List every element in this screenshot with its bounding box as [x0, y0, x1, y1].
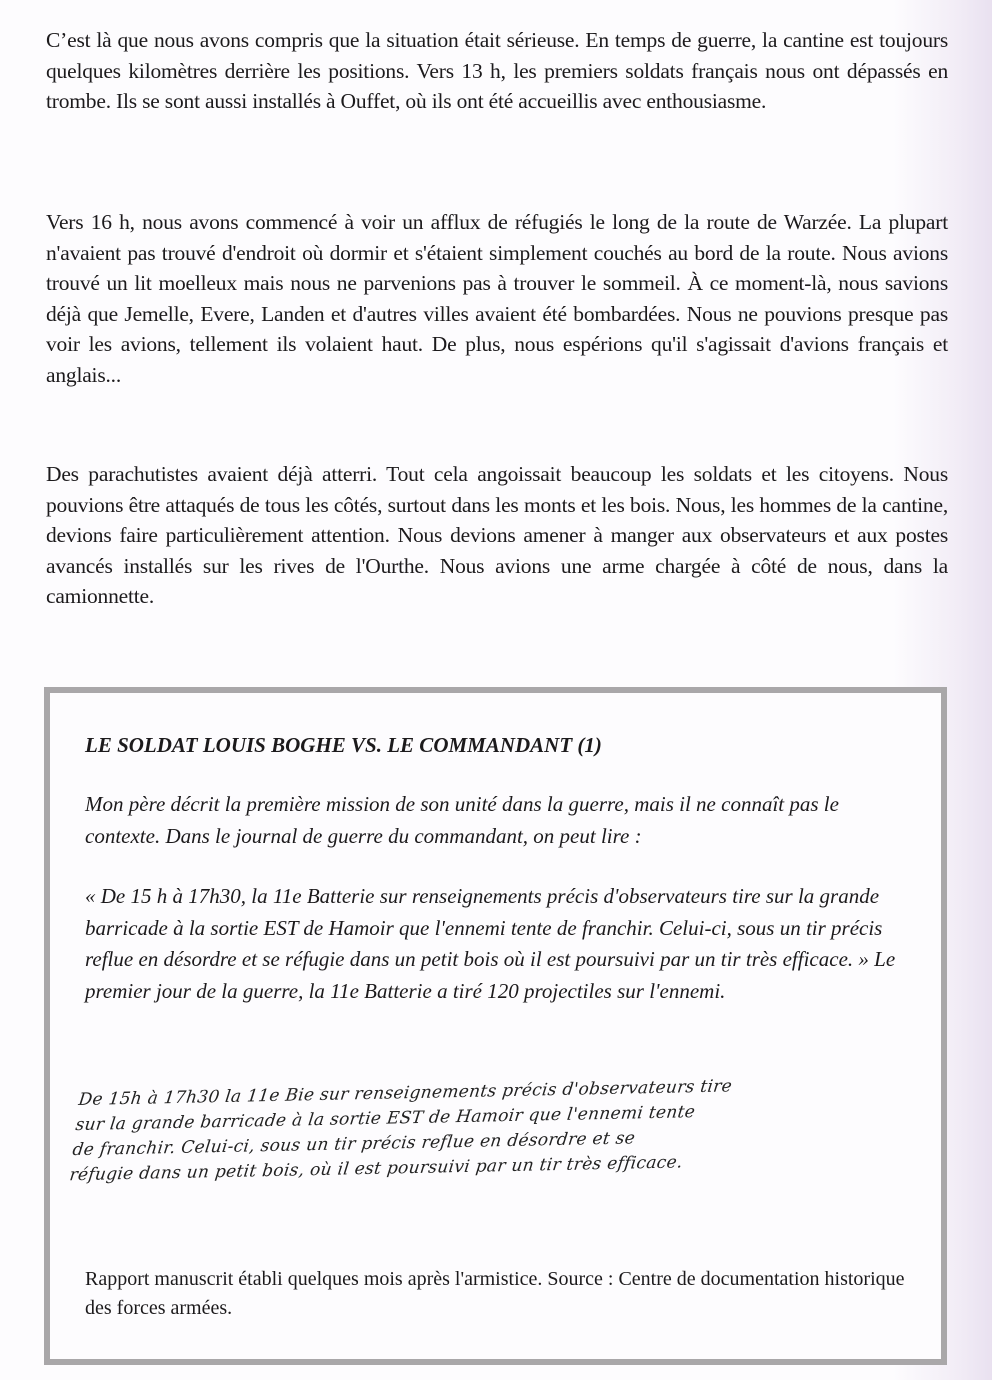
sidebar-quote: « De 15 h à 17h30, la 11e Batterie sur renseignements précis d'observateurs tire sur la grande barricade à la sortie EST de Hamoir que l'ennemi tente de franchir. Celui-ci, sous un tir précis reflue en désordre et se réfugie dans un petit bois où il est poursuivi par un tir très efficace. » Le premier jour de la guerre, la 11e Batterie a tiré 120 projectiles sur l'ennemi.: [85, 884, 896, 1003]
sidebar-box: [44, 687, 947, 1365]
handwritten-line: sur la grande barricade à la sortie EST de Hamoir que l'ennemi tente: [74, 1102, 697, 1136]
body-paragraph-3: Des parachutistes avaient déjà atterri. Tout cela angoissait beaucoup les soldats et les citoyens. Nous pouvions être attaqués de tous les côtés, surtout dans les monts et les bois. Nous, les hommes de la cantine, devions faire particulièrement attention. Nous devions amener à manger aux observateurs et aux postes avancés installés sur les rives de l'Ourthe. Nous avions une arme chargée à côté de nous, dans la camionnette.: [46, 462, 948, 609]
body-paragraph-1: C’est là que nous avons compris que la situation était sérieuse. En temps de guerre, la cantine est toujours quelques kilomètres derrière les positions. Vers 13 h, les premiers soldats français nous ont dépassés en trombe. Ils se sont aussi installés à Ouffet, où ils ont été accueillis avec enthousiasme.: [46, 28, 948, 114]
body-paragraph-2: Vers 16 h, nous avons commencé à voir un afflux de réfugiés le long de la route de Warzée. La plupart n'avaient pas trouvé d'endroit où dormir et s'étaient simplement couchés au bord de la route. Nous avions trouvé un lit moelleux mais nous ne parvenions pas à trouver le sommeil. À ce moment-là, nous savions déjà que Jemelle, Evere, Landen et d'autres villes avaient été bombardées. Nous ne pouvions presque pas voir les avions, tellement ils volaient haut. De plus, nous espérions qu'il s'agissait d'avions français et anglais...: [46, 210, 948, 387]
image-caption: Rapport manuscrit établi quelques mois après l'armistice. Source : Centre de documentation historique des forces armées.: [85, 1268, 905, 1319]
handwritten-line: de franchir. Celui-ci, sous un tir précis reflue en désordre et se: [71, 1128, 637, 1161]
handwritten-report-image: [68, 1070, 930, 1188]
handwritten-line: réfugie dans un petit bois, où il est poursuivi par un tir très efficace.: [68, 1152, 684, 1186]
sidebar-intro: Mon père décrit la première mission de son unité dans la guerre, mais il ne connaît pas le contexte. Dans le journal de guerre du commandant, on peut lire :: [85, 792, 839, 848]
sidebar-title: LE SOLDAT LOUIS BOGHE VS. LE COMMANDANT (1): [85, 733, 602, 757]
handwritten-line: De 15h à 17h30 la 11e Bie sur renseignements précis d'observateurs tire: [77, 1076, 734, 1111]
